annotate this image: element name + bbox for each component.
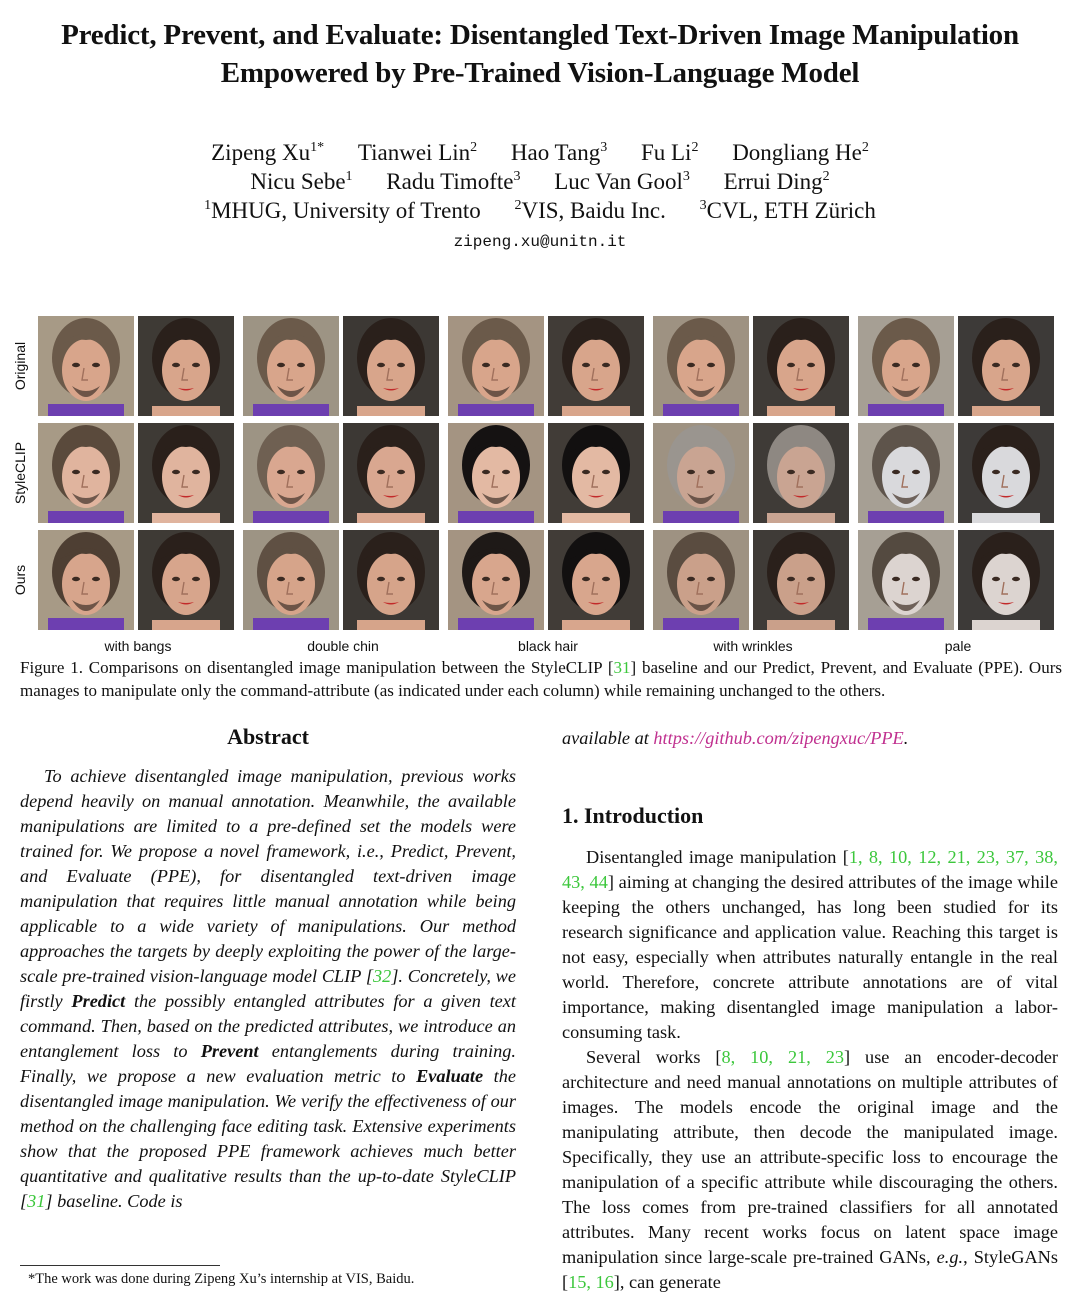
- face-thumbnail: [138, 316, 234, 416]
- author: Tianwei Lin$^2$: [357, 140, 478, 165]
- figure-1: [0, 314, 1080, 654]
- column-label: with wrinkles: [713, 638, 793, 654]
- face-thumbnail: [343, 316, 439, 416]
- face-thumbnail: [753, 530, 849, 630]
- title-line-1: Predict, Prevent, and Evaluate: Disentangled Text-Driven Image Manipulation: [61, 19, 1019, 51]
- author-block: [60, 138, 1020, 225]
- face-thumbnail: [343, 423, 439, 523]
- author: Nicu Sebe$^1$: [250, 169, 353, 194]
- abstract-heading: Abstract: [227, 724, 309, 749]
- affiliation-row: [60, 196, 1020, 225]
- row-label-ours: Ours: [12, 564, 28, 596]
- figure-caption: Figure 1. Comparisons on disentangled image manipulation between the StyleCLIP [31] baseline and our Predict, Prevent, and Evaluate (PPE). Ours manages to manipulate only the command-attribute (as indicated under each column) while remaining unchanged to the others.: [20, 658, 1062, 700]
- face-thumbnail: [138, 423, 234, 523]
- face-thumbnail: [548, 316, 644, 416]
- right-column: [562, 722, 1058, 1295]
- author: Dongliang He$^2$: [732, 140, 869, 165]
- face-thumbnail: [858, 316, 954, 416]
- section-heading-introduction: 1. Introduction: [562, 803, 704, 828]
- face-thumbnail: [653, 423, 749, 523]
- citation-link[interactable]: 32: [373, 966, 392, 986]
- row-label-styleclip: StyleCLIP: [12, 441, 28, 505]
- title-line-2: Empowered by Pre-Trained Vision-Language Model: [220, 57, 860, 89]
- citation-link[interactable]: 1, 8, 10, 12, 21, 23, 37, 38, 43, 44: [562, 847, 1058, 892]
- face-thumbnail: [243, 423, 339, 523]
- face-thumbnail: [38, 316, 134, 416]
- footnote-rule: [20, 1265, 220, 1266]
- column-label: with bangs: [104, 638, 172, 654]
- author: Errui Ding$^2$: [723, 169, 830, 194]
- row-label-original: Original: [12, 341, 28, 391]
- citation-link[interactable]: 15, 16: [568, 1272, 614, 1292]
- paper-title: [20, 16, 1060, 92]
- author: Fu Li$^2$: [640, 140, 699, 165]
- face-thumbnail: [243, 530, 339, 630]
- affiliation: $^2$VIS, Baidu Inc.: [514, 198, 666, 223]
- face-thumbnail: [653, 530, 749, 630]
- intro-paragraph-2: Several works [8, 10, 21, 23] use an encoder-decoder architecture and need manual annotations on multiple attributes of images. The models encode the original image and the manipulating attribute, then decode the manipulated image. Specifically, they use an attribute-specific loss to encourage the manipulation of a specific attribute while discouraging the others. The loss comes from pre-trained classifiers for all annotated attributes. Many recent works focus on latent space image manipulation since large-scale pre-trained GANs, e.g., StyleGANs [15, 16], can generate: [562, 1047, 1058, 1292]
- face-thumbnail: [38, 423, 134, 523]
- citation-link[interactable]: 8, 10, 21, 23: [721, 1047, 845, 1067]
- face-thumbnail: [858, 423, 954, 523]
- face-thumbnail: [958, 530, 1054, 630]
- left-column: [20, 722, 516, 1214]
- face-thumbnail: [753, 316, 849, 416]
- face-thumbnail: [548, 530, 644, 630]
- citation-link[interactable]: 31: [27, 1191, 46, 1211]
- face-thumbnail: [448, 316, 544, 416]
- affiliation: $^3$CVL, ETH Zürich: [699, 198, 876, 223]
- abstract-text: To achieve disentangled image manipulation, previous works depend heavily on manual annotation. Meanwhile, the available manipulations are limited to a pre-defined set the models were trained for. We propose a novel framework, i.e., Predict, Prevent, and Evaluate (PPE), for disentangled text-driven image manipulation that requires little manual annotation while being applicable to a wide variety of manipulations. Our method approaches the targets by deeply exploiting the power of the large-scale pre-trained vision-language model CLIP [32]. Concretely, we firstly Predict the possibly entangled attributes for a given text command. Then, based on the predicted attributes, we introduce an entanglement loss to Prevent entanglements during training. Finally, we propose a new evaluation metric to Evaluate the disentangled image manipulation. We verify the effectiveness of our method on the challenging face editing task. Extensive experiments show that the proposed PPE framework achieves much better quantitative and qualitative results than the up-to-date StyleCLIP [31] baseline. Code is: [20, 766, 517, 1211]
- author-row-1: [60, 138, 1020, 167]
- footnote: *The work was done during Zipeng Xu’s internship at VIS, Baidu.: [28, 1271, 415, 1287]
- author-row-2: [60, 167, 1020, 196]
- face-thumbnail: [448, 530, 544, 630]
- face-thumbnail: [653, 316, 749, 416]
- face-thumbnail: [138, 530, 234, 630]
- face-thumbnail: [38, 530, 134, 630]
- face-thumbnail: [343, 530, 439, 630]
- author: Luc Van Gool$^3$: [554, 169, 690, 194]
- face-thumbnail: [958, 316, 1054, 416]
- contact-email[interactable]: zipeng.xu@unitn.it: [453, 233, 627, 251]
- code-availability: available at https://github.com/zipengxuc/PPE.: [562, 728, 909, 748]
- column-label: black hair: [518, 638, 578, 654]
- citation-link[interactable]: 31: [613, 658, 631, 677]
- face-thumbnail: [448, 423, 544, 523]
- author: Radu Timofte$^3$: [386, 169, 521, 194]
- face-thumbnail: [753, 423, 849, 523]
- face-thumbnail: [243, 316, 339, 416]
- author: Zipeng $Xu^{1*}$: [211, 140, 325, 165]
- column-label: pale: [944, 638, 972, 654]
- face-thumbnail: [858, 530, 954, 630]
- affiliation: $^1$MHUG, University of Trento: [204, 198, 481, 223]
- face-thumbnail: [958, 423, 1054, 523]
- column-label: double chin: [307, 638, 379, 654]
- face-thumbnail: [548, 423, 644, 523]
- code-url-link[interactable]: https://github.com/zipengxuc/PPE: [653, 728, 904, 748]
- intro-paragraph-1: Disentangled image manipulation [1, 8, 10, 12, 21, 23, 37, 38, 43, 44] aiming at changing the desired attributes of the image while keeping the others unchanged, has long been studied for its research significance and application value. Reaching this target is not easy, especially when attributes naturally entangle in the real world. Therefore, concrete attribute annotations are of vital importance, making disentangled image manipulation a labor-consuming task.: [562, 847, 1059, 1042]
- author: Hao Tang$^3$: [510, 140, 608, 165]
